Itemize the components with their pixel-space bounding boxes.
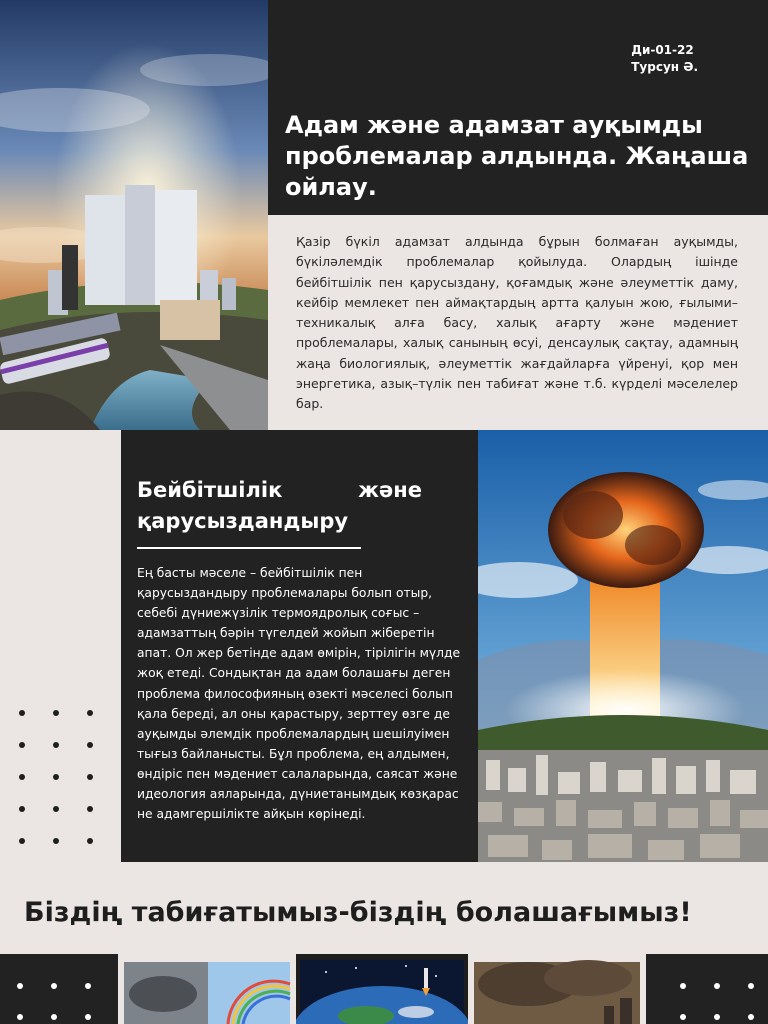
decorative-dots-bottom-right — [680, 983, 756, 1020]
explosion-photo — [478, 430, 768, 862]
section-divider — [137, 547, 361, 549]
earth-rocket-photo — [296, 954, 468, 1024]
city-photo — [0, 0, 268, 430]
group-code: Ди-01-22 — [631, 43, 694, 57]
author-name: Турсун Ә. — [631, 60, 698, 74]
page-title: Адам және адамзат ауқымды проблемалар алдында. Жаңаша ойлау. — [285, 111, 749, 201]
slogan-heading: Біздің табиғатымыз-біздің болашағымыз! — [24, 897, 692, 928]
section-heading: Бейбітшілік және қарусыздандыру — [137, 478, 422, 533]
section-paragraph: Ең басты мәселе – бейбітшілік пен қарусыздандыру проблемалары болып отыр, себебі дүниежүзілік термоядролық соғыс – адамзаттың бәрін түгелдей жойып жіберетін апат. Ол жер бетінде адам өмірін, тірілігін мүлде жоқ етеді. Сондықтан да адам болашағы деген проблема философияның өзекті мәселесі болып қала береді, ал оны қарастыру, зерттеу өзге де ауқымды әлемдік проблемалардың шешілуімен тығыз байланысты. Бұл проблема, ең алдымен, өндіріс пен мәдениет салаларында, саясат және идеология аяларында, дүниетанымдық көзқарас не адамгершілікте айқын көрінеді. — [137, 566, 461, 822]
smoke-industry-photo — [468, 954, 646, 1024]
pollution-rainbow-photo — [118, 954, 296, 1024]
meta-block — [631, 42, 698, 76]
intro-paragraph: Қазір бүкіл адамзат алдында бұрын болмаған ауқымды, бүкіләлемдік проблемалар қойылуда. Олардың ішінде бейбітшілік пен қарусыздану, қоғамдық және әлеуметтік даму, кейбір мемлекет пен аймақтардың артта қалуын жою, ғылыми–техникалық алға басу, халық ағарту және мәдениет проблемалары, халық санының өсуі, денсаулық сақтау, адамның жаңа биологиялық, әлеуметтік жағдайларға үйренуі, қор мен энергетика, азық–түлік пен табиғат және т.б. күрделі мәселелер бар. — [296, 234, 738, 412]
decorative-dots-left — [19, 710, 95, 844]
decorative-dots-bottom-left — [17, 983, 93, 1020]
